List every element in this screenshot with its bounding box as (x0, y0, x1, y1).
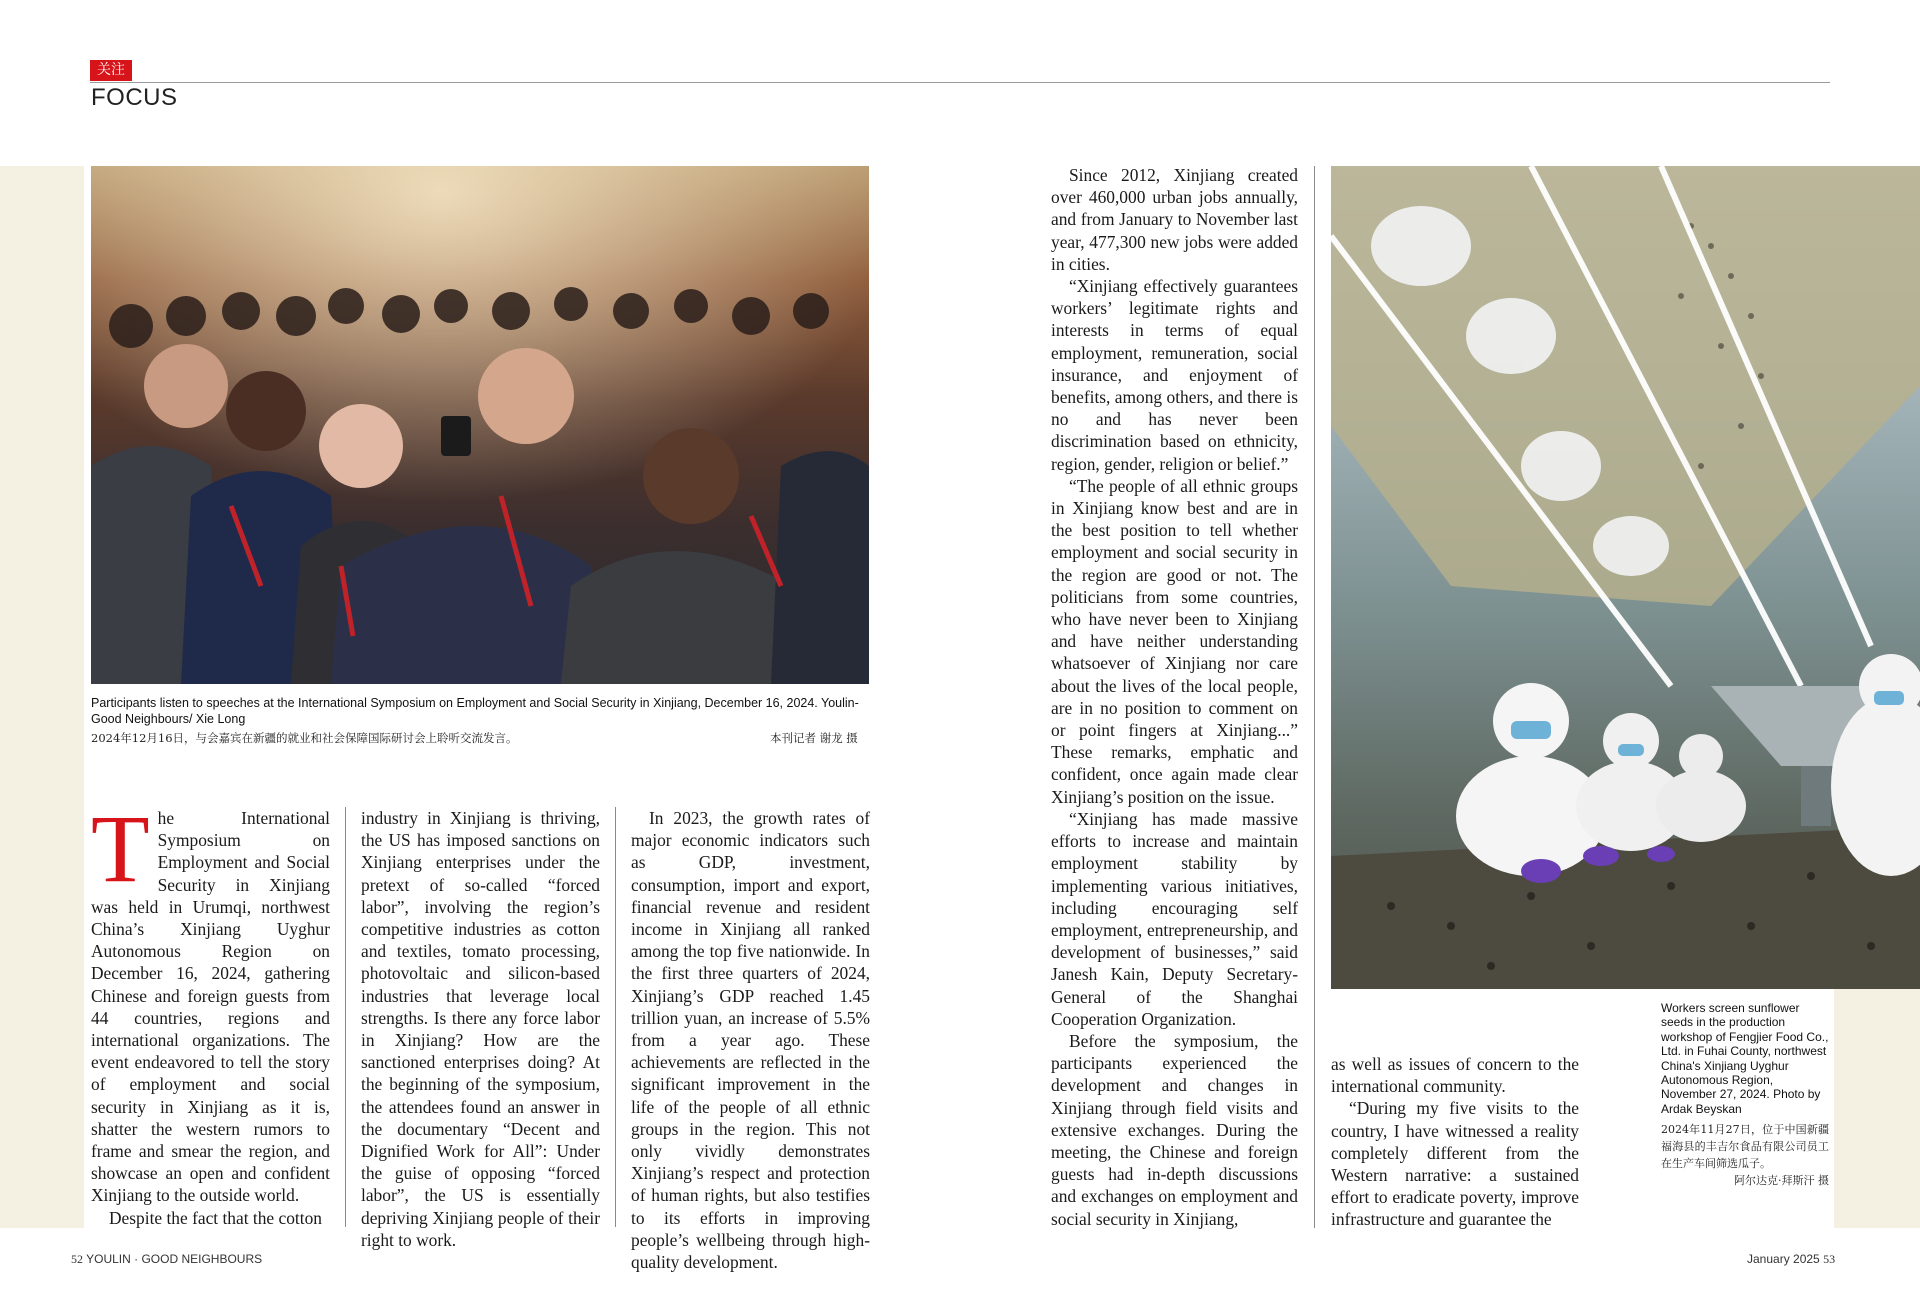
article-paragraph: “The people of all ethnic groups in Xinjiang know best and are in the best position to tell whether employment and social security in the region are good or not. The politicians from some countries, who have never been to Xinjiang and have neither understanding whatsoever of Xinjiang nor care about the lives of the local people, are in no position to comment on or point fingers at Xinjiang...” These remarks, emphatic and confident, once again made clear Xinjiang’s position on the issue. (1051, 475, 1298, 807)
photo1-caption-en: Participants listen to speeches at the International Symposium on Employment and Social Security in Xinjiang, December 16, 2024. Youlin-Good Neighbours/ Xie Long (91, 696, 859, 726)
article-paragraph: “During my five visits to the country, I have witnessed a reality completely different from the Western narrative: a sustained effort to eradicate poverty, improve infrastructure and guarantee the (1331, 1098, 1579, 1230)
photo2-caption-cn-text: 2024年11月27日，位于中国新疆福海县的丰吉尔食品有限公司员工在生产车间筛选瓜子。 (1661, 1123, 1829, 1170)
drop-cap: T (91, 795, 150, 902)
left-margin-band (0, 166, 84, 1228)
column-divider (345, 807, 346, 1227)
photo2-credit-cn: 阿尔达克·拜斯汗 摄 (1734, 1174, 1829, 1187)
article-paragraph: “Xinjiang has made massive efforts to increase and maintain employment stability by implementing various initiatives, including encouraging self employment, entrepreneurship, and development of businesses,” said Janesh Kain, Deputy Secretary-General of the Shanghai Cooperation Organization. (1051, 808, 1298, 1029)
footer-left (71, 1252, 262, 1267)
article-paragraph: he International Symposium on Employment and Social Security in Xinjiang was held in Urumqi, northwest China’s Xinjiang Uyghur Autonomous Region on December 16, 2024, gathering Chinese and foreign guests from 44 countries, regions and international organizations. The event endeavored to tell the story of employment and social security in Xinjiang as it is, shatter the western rumors to frame and smear the region, and showcase an open and confident Xinjiang to the outside world. (91, 808, 330, 1206)
article-paragraph: as well as issues of concern to the international community. (1331, 1054, 1579, 1097)
article-paragraph: “Xinjiang effectively guarantees workers’ legitimate rights and interests in terms of equal employment, remuneration, social insurance, and enjoyment of benefits, among others, and there is no and has never been discrimination based on ethnicity, region, gender, religion or belief.” (1051, 276, 1298, 474)
page-number-left: 52 (71, 1252, 83, 1266)
footer-right (1747, 1252, 1835, 1267)
article-column-3 (631, 807, 870, 1273)
section-tag-cn: 关注 (90, 60, 132, 81)
header-rule (90, 82, 1830, 83)
article-paragraph: Since 2012, Xinjiang created over 460,000 urban jobs annually, and from January to November last year, 477,300 new jobs were added in cities. (1051, 165, 1298, 274)
article-paragraph: In 2023, the growth rates of major economic indicators such as GDP, investment, consumption, import and export, financial revenue and resident income in Xinjiang all ranked among the top five nationwide. In the first three quarters of 2024, Xinjiang’s GDP reached 1.45 trillion yuan, an increase of 5.5% from a year ago. These achievements are reflected in the significant improvement in the life of the people of all ethnic groups in the region. This not only vividly demonstrates Xinjiang’s respect and protection of human rights, but also testifies to its efforts in improving people’s wellbeing through high-quality development. (631, 808, 870, 1273)
sunflower-seed-workshop-photo (1331, 166, 1920, 989)
issue-date: January 2025 (1747, 1252, 1820, 1266)
magazine-title: YOULIN · GOOD NEIGHBOURS (86, 1252, 263, 1266)
article-column-4 (1051, 164, 1298, 1230)
photo1-caption-cn: 2024年12月16日，与会嘉宾在新疆的就业和社会保障国际研讨会上聆听交流发言。 (91, 731, 518, 745)
article-paragraph: industry in Xinjiang is thriving, the US has imposed sanctions on Xinjiang enterprises under the pretext of so-called “forced labor”, involving the region’s competitive industries as cotton and textiles, tomato processing, photovoltaic and silicon-based industries that leverage local strengths. Is there any force labor in Xinjiang? How are the sanctioned enterprises doing? At the beginning of the symposium, the attendees found an answer in the documentary “Decent and Dignified Work for All”: Under the guise of opposing “forced labor”, the US is essentially depriving Xinjiang people of their right to work. (361, 808, 600, 1250)
article-column-5 (1331, 1053, 1579, 1231)
photo2-caption-en: Workers screen sunflower seeds in the production workshop of Fengjier Food Co., Ltd. in Fuhai County, northwest China's Xinjiang Uyghur Autonomous Region, November 27, 2024. Photo by Ardak Beyskan (1661, 1001, 1829, 1116)
photo1-credit-cn: 本刊记者 谢龙 摄 (770, 731, 858, 745)
section-title: FOCUS (91, 84, 178, 111)
article-column-1 (91, 795, 330, 1229)
article-column-2 (361, 807, 600, 1251)
photo2-caption-cn (1661, 1121, 1829, 1189)
article-paragraph: Despite the fact that the cotton (109, 1207, 322, 1228)
symposium-audience-photo (91, 166, 869, 684)
column-divider (615, 807, 616, 1227)
column-divider (1314, 166, 1315, 1228)
page-number-right: 53 (1823, 1252, 1836, 1266)
article-paragraph: Before the symposium, the participants experienced the development and changes in Xinjiang through field visits and extensive exchanges. During the meeting, the Chinese and foreign guests had in-depth discussions and exchanges on employment and social security in Xinjiang, (1051, 1030, 1298, 1229)
